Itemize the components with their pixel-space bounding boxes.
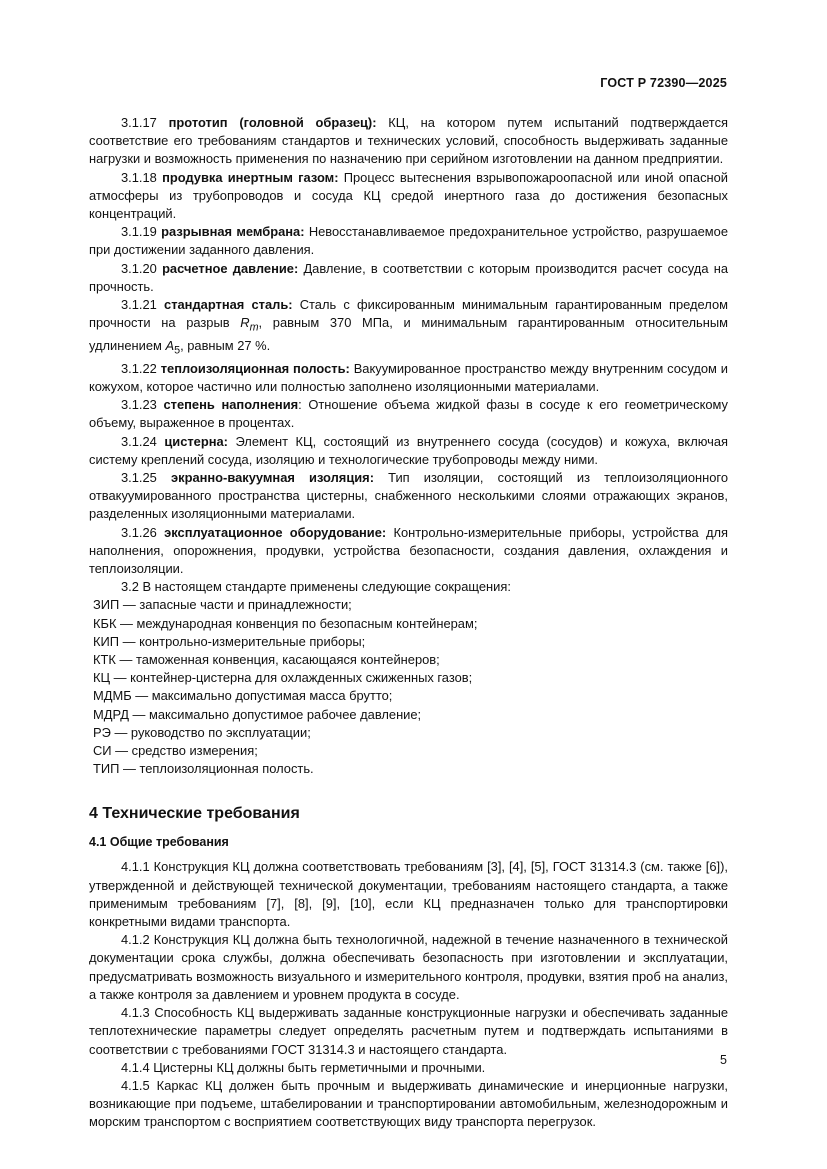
term: степень наполнения (163, 397, 299, 413)
symbol-r: R (240, 315, 250, 331)
list-item: ТИП — теплоизоляционная полость. (93, 761, 314, 777)
term: стандартная сталь: (164, 297, 293, 313)
abbreviations-list (89, 596, 728, 778)
list-item: ЗИП — запасные части и принадлежности; (93, 597, 352, 613)
paragraph-4-1-3: 4.1.3 Способность КЦ выдерживать заданные конструкционные нагрузки и обеспечивать заданные теплотехнические параметры следует определять расчетным путем и подтверждать испытаниями в соответствии с требованиями ГОСТ 31314.3 и настоящего стандарта. (89, 1005, 728, 1057)
definition-3-1-25: 3.1.25 экранно-вакуумная изоляция: Тип изоляции, состоящий из теплоизоляционного отвакуумированного пространства цистерны, снабженного несколькими слоями отражающих экранов, разделенных изоляционными материалами. (89, 470, 728, 522)
symbol-a: A (165, 338, 175, 354)
list-item: КБК — международная конвенция по безопасным контейнерам; (93, 615, 478, 631)
abbreviations-intro: 3.2 В настоящем стандарте применены следующие сокращения: (121, 579, 511, 595)
list-item: КТК — таможенная конвенция, касающаяся контейнеров; (93, 652, 440, 668)
definition-3-1-17: 3.1.17 прототип (головной образец): КЦ, на котором путем испытаний подтверждается соответствие его требованиям стандартов и технических условий, способность выдерживать заданные нагрузки и возможность применения по назначению при серийном изготовлении на данном предприятии. (89, 115, 728, 167)
term: расчетное давление: (162, 260, 299, 276)
list-item: РЭ — руководство по эксплуатации; (93, 724, 311, 740)
page-number: 5 (720, 1053, 727, 1067)
term: продувка инертным газом: (162, 169, 339, 185)
term: разрывная мембрана: (161, 224, 305, 240)
list-item: КИП — контрольно-измерительные приборы; (93, 633, 366, 649)
list-item: СИ — средство измерения; (93, 743, 258, 759)
definition-3-1-21: 3.1.21 стандартная сталь: Сталь с фиксированным минимальным гарантированным пределом прочности на разрыв $R_m$, равным 370 МПа, и минимальным гарантированным относительным удлинением $A_5$, равным 27 %. (89, 297, 728, 357)
symbol-a-sub: 5 (174, 344, 181, 357)
definition-3-1-22: 3.1.22 теплоизоляционная полость: Вакуумированное пространство между внутренним сосудом и кожухом, которое частично или полностью заполнено изоляционными материалами. (89, 360, 729, 394)
list-item: МДМБ — максимально допустимая масса брутто; (93, 688, 393, 704)
list-item: МДРД — максимально допустимое рабочее давление; (93, 706, 422, 722)
definition-3-1-19: 3.1.19 разрывная мембрана: Невосстанавливаемое предохранительное устройство, разрушаемое при достижении заданного давления. (89, 224, 729, 258)
term: цистерна: (164, 433, 228, 449)
definition-3-1-23: 3.1.23 степень наполнения: Отношение объема жидкой фазы в сосуде к его геометрическому объему, выраженное в процентах. (89, 397, 728, 431)
section-title: 4 Технические требования (89, 805, 300, 823)
term: эксплуатационное оборудование: (164, 524, 387, 540)
page-content (89, 114, 728, 1132)
term: экранно-вакуумная изоляция: (171, 470, 374, 486)
paragraph-4-1-1: 4.1.1 Конструкция КЦ должна соответствовать требованиям [3], [4], [5], ГОСТ 31314.3 (см. также [6]), утвержденной и действующей технической документации, требованиям настоящего стандарта, а также применимым требованиям [7], [8], [9], [10], если КЦ предназначен только для транспортировки конкретными видами транспорта. (89, 859, 728, 930)
symbol-r-sub: m (249, 321, 259, 334)
paragraph-4-1-2: 4.1.2 Конструкция КЦ должна быть технологичной, надежной в течение назначенного в технической документации срока службы, должна обеспечивать безопасность при изготовлении и эксплуатации, предусматривать возможность визуального и измерительного контроля, продувки, взятия проб на анализ, а также контроля за давлением и уровнем продукта в сосуде. (89, 932, 728, 1002)
term: прототип (головной образец): (168, 115, 377, 130)
document-header: ГОСТ Р 72390—2025 (600, 76, 727, 90)
subsection-title: 4.1 Общие требования (89, 835, 229, 850)
term: теплоизоляционная полость: (160, 360, 350, 376)
paragraph-4-1-4: 4.1.4 Цистерны КЦ должны быть герметичными и прочными. (121, 1059, 486, 1075)
paragraph-4-1-5: 4.1.5 Каркас КЦ должен быть прочным и выдерживать динамические и инерционные нагрузки, возникающие при подъеме, штабелировании и транспортировании автомобильным, железнодорожным и морским транспортом с восприятием соответствующих виду транспорта перегрузок. (89, 1077, 728, 1130)
definition-3-1-18: 3.1.18 продувка инертным газом: Процесс вытеснения взрывопожароопасной или иной опасной атмосферы из трубопроводов и сосуда КЦ средой инертного газа до достижения безопасных концентраций. (89, 169, 729, 222)
definition-3-1-24: 3.1.24 цистерна: Элемент КЦ, состоящий из внутреннего сосуда (сосудов) и кожуха, включая систему креплений сосуда, изоляцию и технологические трубопроводы между ними. (89, 433, 728, 467)
definition-3-1-26: 3.1.26 эксплуатационное оборудование: Контрольно-измерительные приборы, устройства для наполнения, опорожнения, продувки, устройства безопасности, создания давления, охлаждения и теплоизоляции. (89, 524, 728, 577)
definition-3-1-20: 3.1.20 расчетное давление: Давление, в соответствии с которым производится расчет сосуда на прочность. (89, 260, 728, 294)
list-item: КЦ — контейнер-цистерна для охлажденных сжиженных газов; (93, 670, 473, 686)
